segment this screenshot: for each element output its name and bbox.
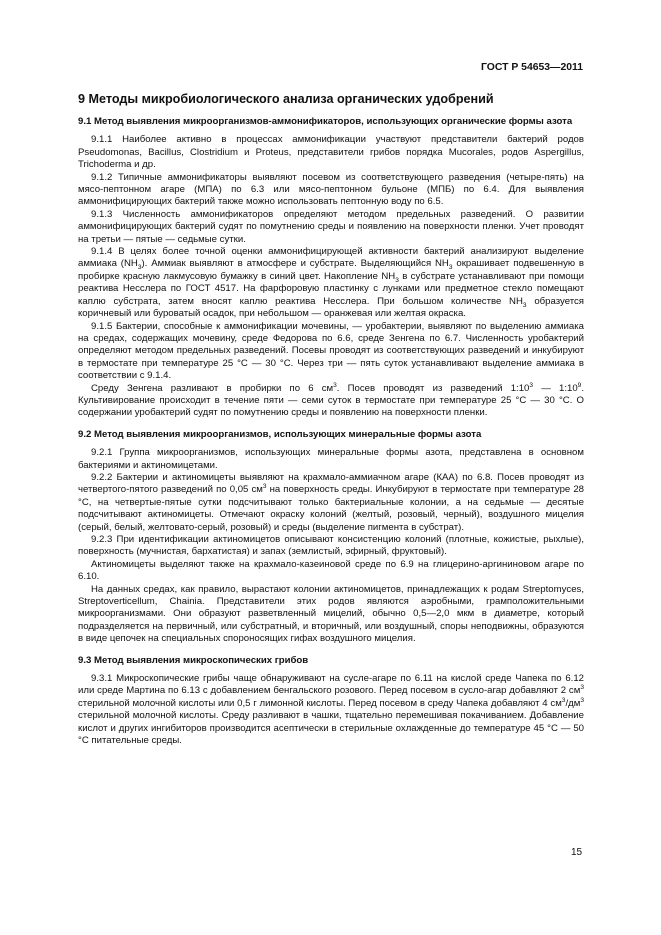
page-number: 15 — [571, 847, 583, 858]
page-content — [78, 92, 584, 748]
paragraph-actinomycetes: Актиномицеты выделяют также на крахмало-казеиновой среде по 6.9 на глицерино-аргининовом агаре по 6.10. — [78, 558, 584, 583]
paragraph-9-1-3: 9.1.3 Численность аммонификаторов определяют методом предельных разведений. О развитии аммонифицирующих бактерий судят по помутнению среды и появлению на поверхности пленки. Учет проводят на третьи — пятые — седьмые сутки. — [78, 208, 584, 245]
paragraph-9-2-2: 9.2.2 Бактерии и актиномицеты выявляют на крахмало-аммиачном агаре (КАА) по 6.8. Посев проводят из четвертого-пятого разведений по 0,05 $см^3$ на поверхность среды. Инкубируют в термостате при температуре 28 °С, на четвертые-пятые сутки подсчитывают только бактериальные колонии, а на седьмые — десятые подсчитывают актиномицеты. Отмечают окраску колоний (желтый, розовый, черный), воздушного мицелия (серый, белый, желтовато-серый, розовый) и среды (выделение пигмента в субстрат). — [78, 471, 584, 533]
paragraph-9-3-1: 9.3.1 Микроскопические грибы чаще обнаруживают на сусле-агаре по 6.11 на кислой среде Чапека по 6.12 или среде Мартина по 6.13 с добавлением бенгальского розового. Перед посевом в сусло-агар добавляют 2 $см^3$ стерильной молочной кислоты или 0,5 г лимонной кислоты. Перед посевом в среду Чапека добавляют 4 $см^3/дм^3$ стерильной молочной кислоты. Среду разливают в чашки, тщательно перемешивая покачиванием. Добавление кислот и других ингибиторов производится асептически в стерильные охлажденные до температуре 45 °С — 50 °С питательные среды. — [78, 673, 584, 747]
paragraph-9-1-2: 9.1.2 Типичные аммонификаторы выявляют посевом из соответствующего разведения (четыре-пять) на мясо-пептонном агаре (МПА) по 6.3 или мясо-пептонном бульоне (МПБ) по 6.4. Для выявления аммонифицирующих бактерий также можно использовать пептонную воду по 6.5. — [78, 171, 584, 208]
subsection-9-2-title: 9.2 Метод выявления микроорганизмов, использующих минеральные формы азота — [78, 428, 482, 440]
subsection-9-1-title: 9.1 Метод выявления микроорганизмов-аммонификаторов, использующих органические формы азота — [78, 116, 573, 127]
document-code-header: ГОСТ Р 54653—2011 — [481, 62, 583, 73]
paragraph-9-1-4: 9.1.4 В целях более точной оценки аммонифицирующей активности бактерий анализируют выделение аммиака $(NH_3)$. Аммиак выявляют в атмосфере и субстрате. Выделяющийся $NH_3$ окрашивает подвешенную в пробирке красную лакмусовую бумажку в синий цвет. Накопление $NH_3$ в субстрате устанавливают при помощи реактива Несслера по ГОСТ 4517. На фарфоровую пластинку с лунками или предметное стекло помещают каплю субстрата, затем вносят каплю реактива Несслера. При большом количестве $NH_3$ образуется коричневый или буроватый осадок, при небольшом — оранжевая или желтая окраска. — [78, 246, 584, 320]
paragraph-zengen: Среду Зенгена разливают в пробирки по 6 $см^3$. Посев проводят из разведений $1:10^3$ — $1:10^9$. Культивирование происходит в течение пяти — семи суток в термостате при температуре 25 °С — 30 °С. О содержании уробактерий судят по помутнению среды и появлению на поверхности пленки. — [78, 381, 585, 419]
paragraph-9-2-3: 9.2.3 При идентификации актиномицетов описывают консистенцию колоний (плотные, кожистые, рыхлые), поверхность (мучнистая, бархатистая) и запах (землистый, эфирный, фруктовый). — [78, 534, 584, 558]
paragraph-9-1-5: 9.1.5 Бактерии, способные к аммонификации мочевины, — уробактерии, выявляют по выделению аммиака на средах, содержащих мочевину, среде Федорова по 6.6, среде Зенгена по 6.7. Численность уробактерий определяют методом предельных разведений. Посевы проводят из соответствующих разведений и инкубируют в термостате при температуре 25 °С — 30 °С. Через три — пять суток устанавливают выделение аммиака в соответствии с 9.1.4. — [78, 320, 584, 382]
subsection-9-3-title: 9.3 Метод выявления микроскопических грибов — [78, 654, 309, 666]
paragraph-9-2-1: 9.2.1 Группа микроорганизмов, использующих минеральные формы азота, представлена в основном бактериями и актиномицетами. — [78, 447, 584, 471]
paragraph-9-1-1: 9.1.1 Наиболее активно в процессах аммонификации участвуют представители бактерий родов Pseudomonas, Bacillus, Clostridium и Proteus, представители грибов порядка Mucorales, родов Aspergillus, Trichoderma и др. — [78, 134, 584, 171]
paragraph-genera: На данных средах, как правило, вырастают колонии актиномицетов, принадлежащих к родам Streptomyces, Streptoverticellum, Chainia. Представители этих родов являются аэробными, грамположительными микроорганизмами. Они образуют разветвленный мицелий, обычно 0,5—2,0 мкм в диаметре, который подразделяется на первичный, или субстратный, и вторичный, или воздушный, споры неподвижны, образуются в виде цепочек на специальных спороносящих гифах воздушного мицелия. — [78, 583, 584, 645]
section-title: 9 Методы микробиологического анализа органических удобрений — [78, 92, 494, 106]
